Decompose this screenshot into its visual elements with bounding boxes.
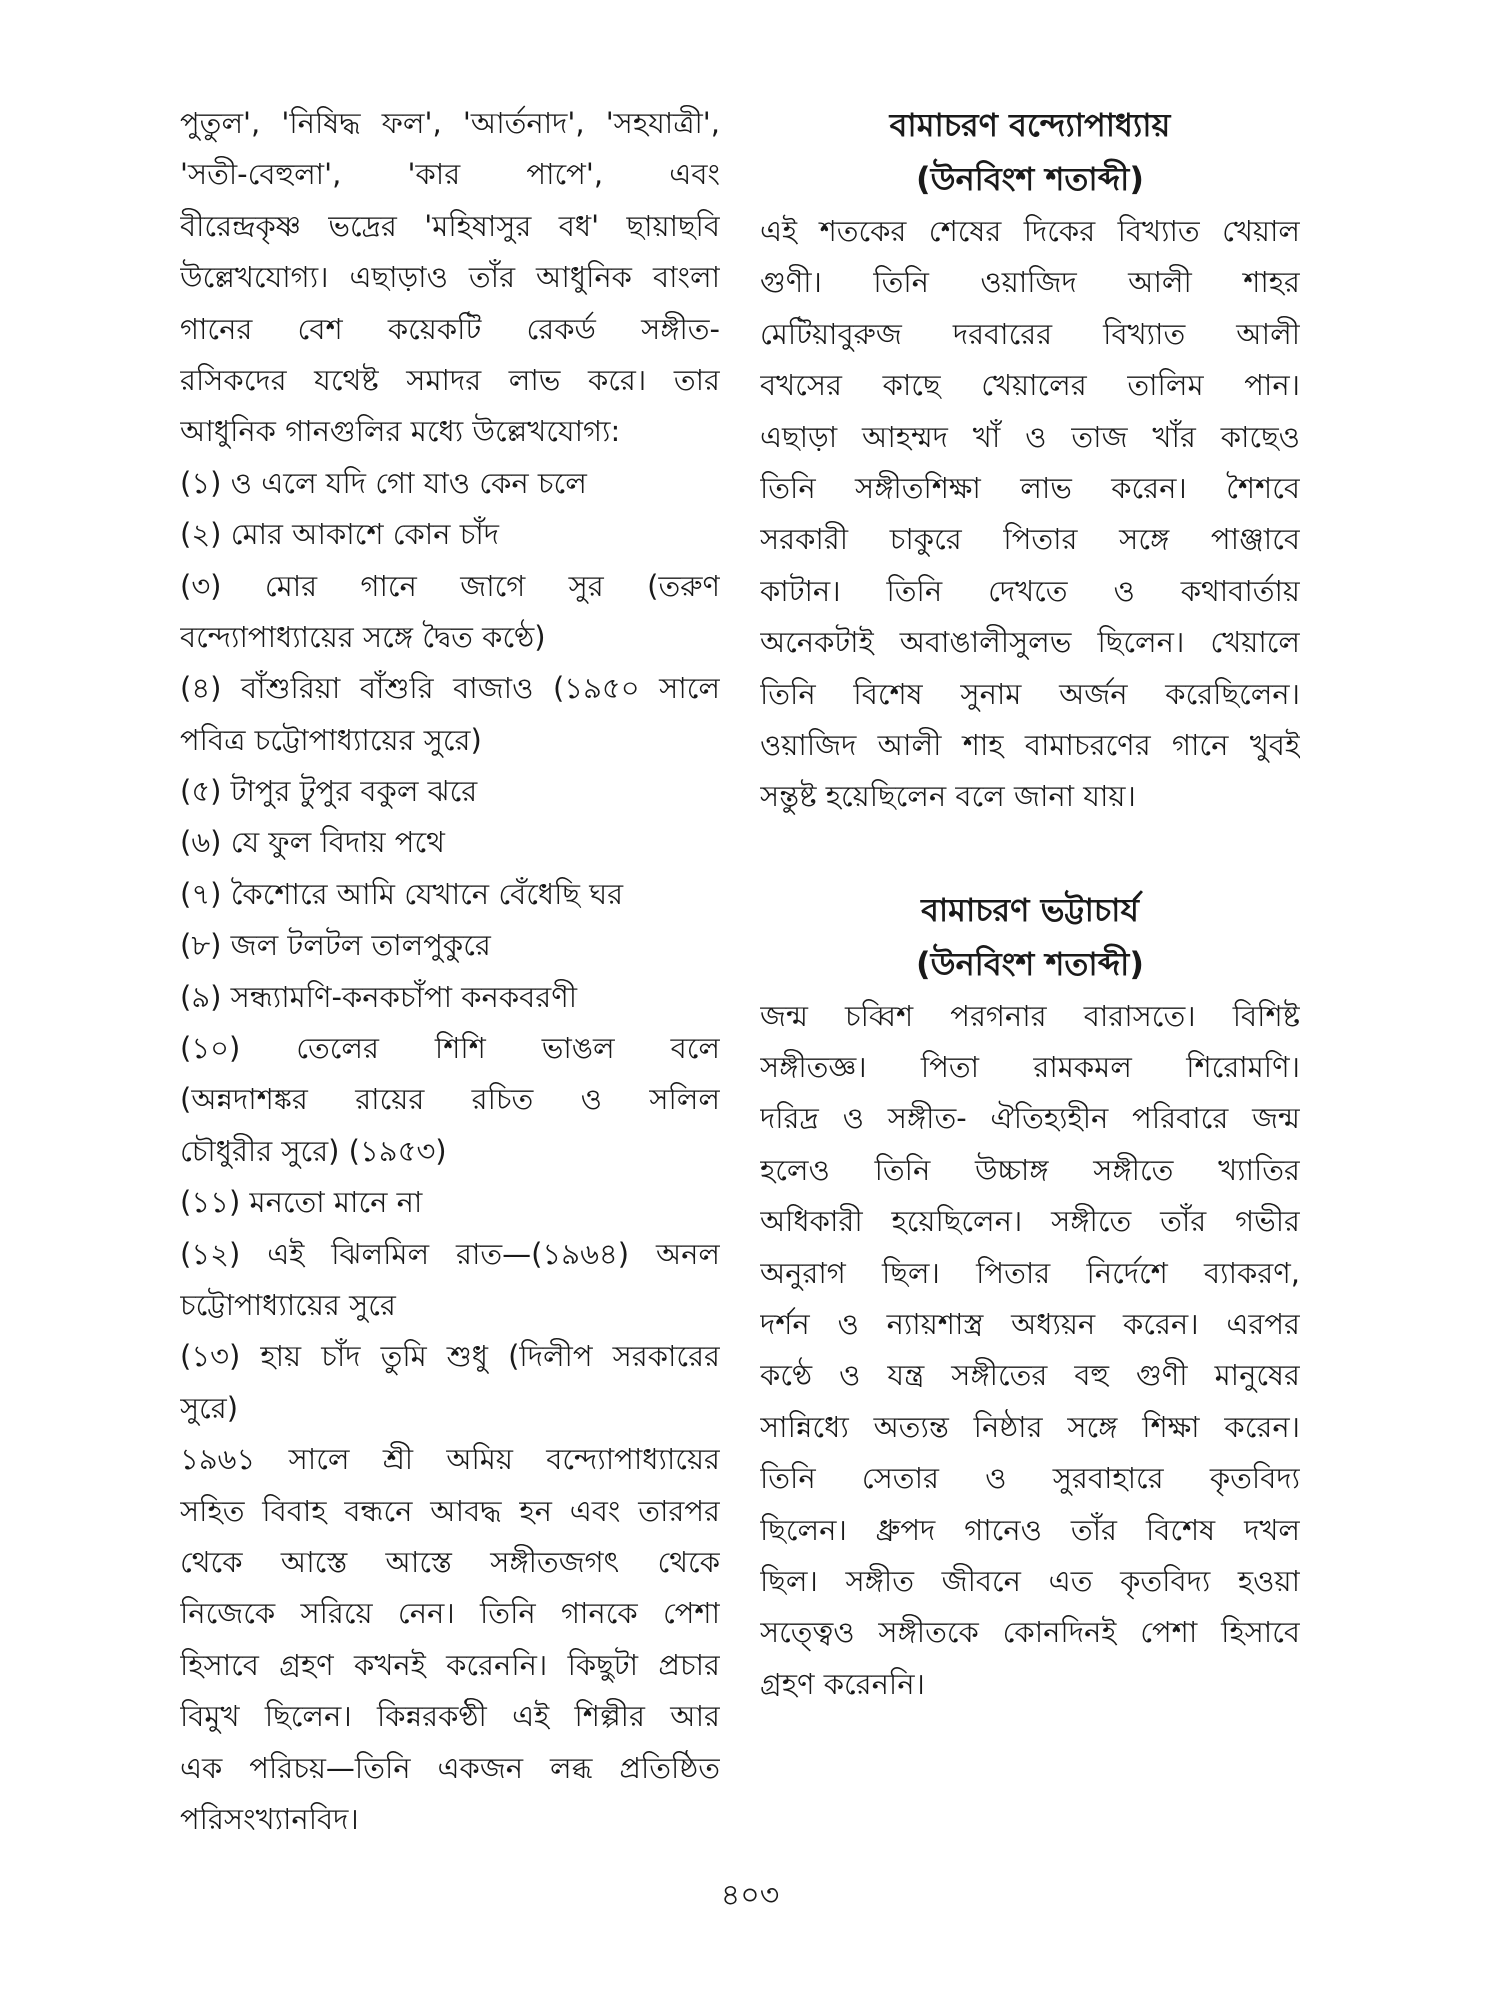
text-line: অনেকটাই অবাঙালীসুলভ ছিলেন। খেয়ালে	[760, 625, 1300, 660]
right-column	[760, 98, 1300, 1710]
song-list-item: (১২) এই ঝিলমিল রাত—(১৯৬৪) অনল	[180, 1236, 720, 1271]
text-line: অধিকারী হয়েছিলেন। সঙ্গীতে তাঁর গভীর	[760, 1204, 1300, 1239]
text-line: এছাড়া আহম্মদ খাঁ ও তাজ খাঁর কাছেও	[760, 419, 1300, 454]
text-line: 'সতী-বেহুলা', 'কার পাপে', এবং	[180, 157, 720, 192]
text-line: মেটিয়াবুরুজ দরবারের বিখ্যাত আলী	[760, 316, 1300, 351]
text-line: সন্তুষ্ট হয়েছিলেন বলে জানা যায়।	[760, 779, 1136, 814]
text-line: তিনি সঙ্গীতশিক্ষা লাভ করেন। শৈশবে	[760, 470, 1300, 505]
text-line: বীরেন্দ্রকৃষ্ণ ভদ্রের 'মহিষাসুর বধ' ছায়াছবি	[180, 208, 720, 243]
text-line: আধুনিক গানগুলির মধ্যে উল্লেখযোগ্য:	[180, 414, 621, 449]
text-line: সহিত বিবাহ বন্ধনে আবদ্ধ হন এবং তারপর	[180, 1493, 720, 1528]
text-line: রসিকদের যথেষ্ট সমাদর লাভ করে। তার	[180, 362, 720, 397]
text-line: থেকে আস্তে আস্তে সঙ্গীতজগৎ থেকে	[180, 1544, 720, 1579]
text-line: ওয়াজিদ আলী শাহ বামাচরণের গানে খুবই	[760, 727, 1300, 762]
text-line: উল্লেখযোগ্য। এছাড়াও তাঁর আধুনিক বাংলা	[180, 260, 720, 295]
text-line: দরিদ্র ও সঙ্গীত- ঐতিহ্যহীন পরিবারে জন্ম	[760, 1101, 1300, 1136]
text-line: হিসাবে গ্রহণ কখনই করেননি। কিছুটা প্রচার	[180, 1647, 720, 1682]
song-list-item: (১) ও এলে যদি গো যাও কেন চলে	[180, 465, 587, 500]
text-line: সরকারী চাকুরে পিতার সঙ্গে পাঞ্জাবে	[760, 522, 1300, 557]
text-line: কাটান। তিনি দেখতে ও কথাবার্তায়	[760, 573, 1300, 608]
text-line: গ্রহণ করেননি।	[760, 1666, 925, 1701]
text-line: পুতুল', 'নিষিদ্ধ ফল', 'আর্তনাদ', 'সহযাত্রী',	[180, 106, 720, 140]
text-line: সত্ত্বেও সঙ্গীতকে কোনদিনই পেশা হিসাবে	[760, 1615, 1300, 1650]
song-list-item: চট্টোপাধ্যায়ের সুরে	[180, 1287, 396, 1322]
song-list-item: পবিত্র চট্টোপাধ্যায়ের সুরে)	[180, 722, 482, 757]
entry-period: (উনবিংশ শতাব্দী)	[916, 944, 1144, 983]
text-line: বখসের কাছে খেয়ালের তালিম পান।	[760, 368, 1300, 403]
text-line: কণ্ঠে ও যন্ত্র সঙ্গীতের বহু গুণী মানুষের	[760, 1358, 1300, 1393]
page-number: ৪০৩	[720, 1878, 780, 1913]
text-line: ছিল। সঙ্গীত জীবনে এত কৃতবিদ্য হওয়া	[760, 1563, 1300, 1598]
song-list-item: বন্দ্যোপাধ্যায়ের সঙ্গে দ্বৈত কণ্ঠে)	[180, 619, 546, 654]
song-list-item: (৮) জল টলটল তালপুকুরে	[180, 928, 491, 963]
song-list-item: (অন্নদাশঙ্কর রায়ের রচিত ও সলিল	[180, 1082, 720, 1117]
song-list-item: (৪) বাঁশুরিয়া বাঁশুরি বাজাও (১৯৫০ সালে	[180, 671, 720, 706]
text-line: পরিসংখ্যানবিদ।	[180, 1801, 359, 1836]
entry-heading: বামাচরণ বন্দ্যোপাধ্যায়	[889, 106, 1171, 144]
section-gap	[760, 823, 1300, 883]
song-list-item: (৩) মোর গানে জাগে সুর (তরুণ	[180, 568, 720, 603]
entry-period: (উনবিংশ শতাব্দী)	[916, 160, 1144, 198]
song-list-item: (২) মোর আকাশে কোন চাঁদ	[180, 517, 499, 552]
text-line: দর্শন ও ন্যায়শাস্ত্র অধ্যয়ন করেন। এরপর	[760, 1307, 1300, 1342]
text-line: হলেও তিনি উচ্চাঙ্গ সঙ্গীতে খ্যাতির	[760, 1152, 1300, 1187]
song-list-item: চৌধুরীর সুরে) (১৯৫৩)	[180, 1133, 447, 1168]
text-line: সান্নিধ্যে অত্যন্ত নিষ্ঠার সঙ্গে শিক্ষা করেন।	[760, 1409, 1300, 1444]
song-list-item: (১০) তেলের শিশি ভাঙল বলে	[180, 1031, 720, 1066]
text-line: তিনি সেতার ও সুরবাহারে কৃতবিদ্য	[760, 1461, 1300, 1496]
song-list-item: (৬) যে ফুল বিদায় পথে	[180, 825, 445, 860]
text-line: বিমুখ ছিলেন। কিন্নরকণ্ঠী এই শিল্পীর আর	[180, 1699, 720, 1734]
text-line: ছিলেন। ধ্রুপদ গানেও তাঁর বিশেষ দখল	[760, 1512, 1300, 1547]
song-list-item: (৯) সন্ধ্যামণি-কনকচাঁপা কনকবরণী	[180, 979, 578, 1014]
text-line: গানের বেশ কয়েকটি রেকর্ড সঙ্গীত-	[180, 311, 720, 346]
text-line: নিজেকে সরিয়ে নেন। তিনি গানকে পেশা	[180, 1596, 720, 1631]
left-column	[180, 98, 720, 1845]
song-list-item: (১১) মনতো মানে না	[180, 1185, 423, 1220]
song-list-item: (৫) টাপুর টুপুর বকুল ঝরে	[180, 774, 478, 809]
song-list-item: (৭) কৈশোরে আমি যেখানে বেঁধেছি ঘর	[180, 876, 624, 911]
text-line: তিনি বিশেষ সুনাম অর্জন করেছিলেন।	[760, 676, 1300, 711]
song-list-item: সুরে)	[180, 1390, 239, 1425]
text-line: এই শতকের শেষের দিকের বিখ্যাত খেয়াল	[760, 214, 1300, 248]
text-line: অনুরাগ ছিল। পিতার নির্দেশে ব্যাকরণ,	[760, 1255, 1300, 1290]
text-line: জন্ম চব্বিশ পরগনার বারাসতে। বিশিষ্ট	[760, 998, 1300, 1033]
text-line: সঙ্গীতজ্ঞ। পিতা রামকমল শিরোমণি।	[760, 1050, 1300, 1085]
song-list-item: (১৩) হায় চাঁদ তুমি শুধু (দিলীপ সরকারের	[180, 1339, 720, 1374]
text-line: এক পরিচয়—তিনি একজন লব্ধ প্রতিষ্ঠিত	[180, 1750, 720, 1785]
text-line: ১৯৬১ সালে শ্রী অমিয় বন্দ্যোপাধ্যায়ের	[180, 1442, 720, 1477]
entry-heading: বামাচরণ ভট্টাচার্য	[921, 890, 1139, 929]
text-line: গুণী। তিনি ওয়াজিদ আলী শাহর	[760, 265, 1300, 300]
